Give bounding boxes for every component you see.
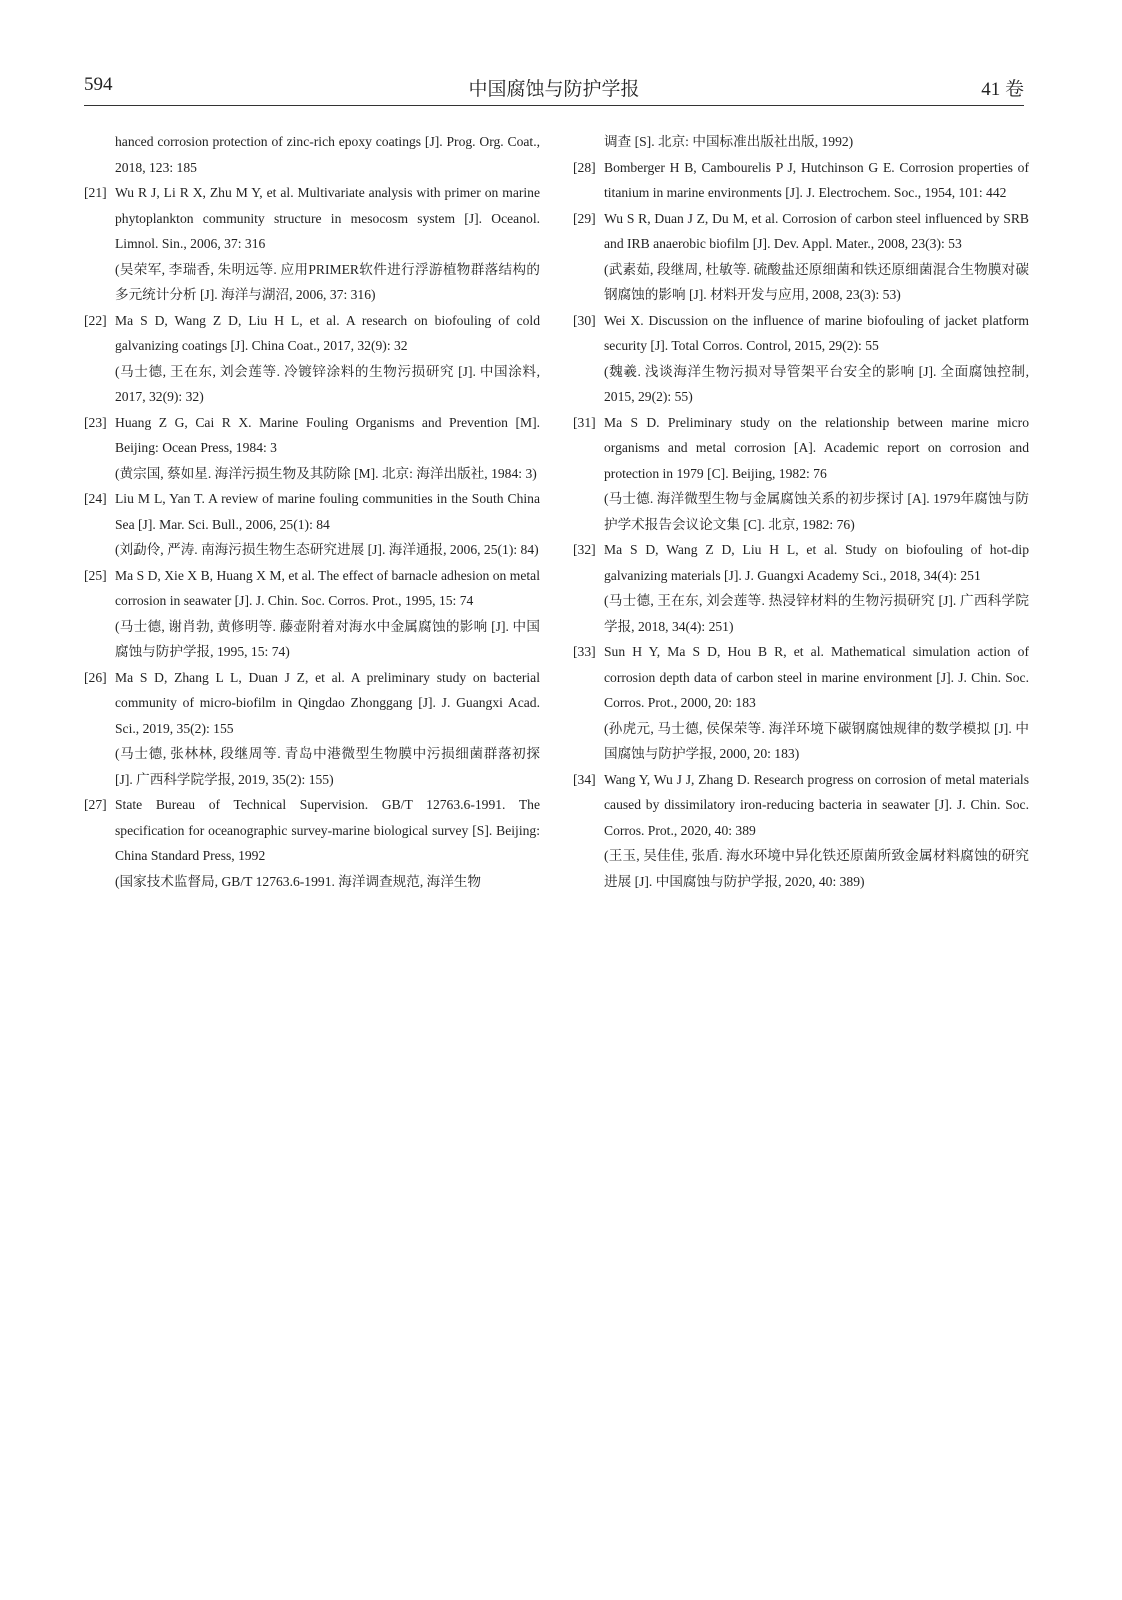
- reference-number: [33]: [573, 644, 596, 659]
- reference-number: [22]: [84, 312, 107, 328]
- reference-entry: [84, 180, 540, 308]
- reference-number: [26]: [84, 669, 107, 685]
- reference-english: Ma S D, Wang Z D, Liu H L, et al. Study on biofouling of hot-dip galvanizing materials [J]. J. Guangxi Academy Sci., 2018, 34(4): 251: [604, 542, 1029, 583]
- reference-english: Wu R J, Li R X, Zhu M Y, et al. Multivariate analysis with primer on marine phytoplankton community structure in mesocosm system [J]. Oceanol. Limnol. Sin., 2006, 37: 316: [115, 185, 540, 251]
- reference-entry: [84, 486, 540, 563]
- reference-entry: [573, 767, 1029, 895]
- reference-english: hanced corrosion protection of zinc-rich epoxy coatings [J]. Prog. Org. Coat., 2018, 123: 185: [115, 134, 540, 175]
- reference-english: Huang Z G, Cai R X. Marine Fouling Organisms and Prevention [M]. Beijing: Ocean Press, 1984: 3: [115, 414, 540, 455]
- reference-chinese: (王玉, 吴佳佳, 张盾. 海水环境中异化铁还原菌所致金属材料腐蚀的研究进展 [J]. 中国腐蚀与防护学报, 2020, 40: 389): [604, 848, 1029, 889]
- right-column: [573, 129, 1029, 894]
- left-column: [84, 129, 540, 894]
- volume-number: 41 卷: [981, 79, 1024, 100]
- reference-english: Ma S D, Wang Z D, Liu H L, et al. A research on biofouling of cold galvanizing coatings [J]. China Coat., 2017, 32(9): 32: [115, 312, 540, 353]
- journal-title: 中国腐蚀与防护学报: [468, 79, 640, 100]
- reference-chinese: (马士德, 谢肖勃, 黄修明等. 藤壶附着对海水中金属腐蚀的影响 [J]. 中国腐蚀与防护学报, 1995, 15: 74): [115, 618, 540, 659]
- reference-english: Ma S D. Preliminary study on the relationship between marine micro organisms and metal corrosion [A]. Academic report on corrosion and protection in 1979 [C]. Beijing, 1982: 76: [604, 414, 1029, 481]
- reference-number: [24]: [84, 491, 107, 506]
- header-rule: [84, 105, 1024, 106]
- reference-english: Bomberger H B, Cambourelis P J, Hutchinson G E. Corrosion properties of titanium in marine environments [J]. J. Electrochem. Soc., 1954, 101: 442: [604, 159, 1029, 200]
- reference-number: [31]: [573, 414, 596, 430]
- reference-chinese: (马士德. 海洋微型生物与金属腐蚀关系的初步探讨 [A]. 1979年腐蚀与防护学术报告会议论文集 [C]. 北京, 1982: 76): [604, 491, 1029, 532]
- reference-chinese: 调查 [S]. 北京: 中国标准出版社出版, 1992): [604, 134, 854, 149]
- reference-english: Ma S D, Xie X B, Huang X M, et al. The effect of barnacle adhesion on metal corrosion in seawater [J]. J. Chin. Soc. Corros. Prot., 1995, 15: 74: [115, 567, 540, 608]
- reference-chinese: (刘勐伶, 严涛. 南海污损生物生态研究进展 [J]. 海洋通报, 2006, 25(1): 84): [115, 542, 539, 557]
- reference-entry: [84, 308, 540, 410]
- reference-entry: [573, 155, 1029, 206]
- reference-chinese: (马士德, 王在东, 刘会莲等. 热浸锌材料的生物污损研究 [J]. 广西科学院学报, 2018, 34(4): 251): [604, 593, 1029, 634]
- reference-number: [25]: [84, 567, 107, 583]
- reference-entry: [573, 308, 1029, 410]
- reference-entry: [573, 410, 1029, 538]
- reference-english: State Bureau of Technical Supervision. GB/T 12763.6-1991. The specification for oceanographic survey-marine biological survey [S]. Beijing: China Standard Press, 1992: [115, 797, 540, 863]
- reference-number: [28]: [573, 159, 596, 175]
- reference-entry: [573, 206, 1029, 308]
- reference-entry: [573, 639, 1029, 767]
- reference-number: [32]: [573, 542, 596, 557]
- reference-chinese: (孙虎元, 马士德, 侯保荣等. 海洋环境下碳钢腐蚀规律的数学模拟 [J]. 中国腐蚀与防护学报, 2000, 20: 183): [604, 720, 1029, 761]
- page-header: [84, 74, 1024, 104]
- reference-entry: [573, 537, 1029, 639]
- reference-chinese: (吴荣军, 李瑞香, 朱明远等. 应用PRIMER软件进行浮游植物群落结构的多元统计分析 [J]. 海洋与湖沼, 2006, 37: 316): [115, 261, 540, 302]
- reference-entry: [84, 563, 540, 665]
- reference-chinese: (武素茹, 段继周, 杜敏等. 硫酸盐还原细菌和铁还原细菌混合生物膜对碳钢腐蚀的影响 [J]. 材料开发与应用, 2008, 23(3): 53): [604, 261, 1029, 302]
- reference-english: Sun H Y, Ma S D, Hou B R, et al. Mathematical simulation action of corrosion depth data of carbon steel in marine environment [J]. J. Chin. Soc. Corros. Prot., 2000, 20: 183: [604, 644, 1029, 710]
- reference-chinese: (黄宗国, 蔡如星. 海洋污损生物及其防除 [M]. 北京: 海洋出版社, 1984: 3): [115, 465, 537, 481]
- reference-number: [30]: [573, 312, 596, 328]
- reference-chinese: (马士德, 王在东, 刘会莲等. 冷镀锌涂料的生物污损研究 [J]. 中国涂料, 2017, 32(9): 32): [115, 363, 540, 404]
- reference-number: [29]: [573, 210, 596, 226]
- reference-chinese: (国家技术监督局, GB/T 12763.6-1991. 海洋调查规范, 海洋生物: [115, 873, 482, 889]
- reference-entry: [84, 665, 540, 793]
- reference-english: Wu S R, Duan J Z, Du M, et al. Corrosion of carbon steel influenced by SRB and IRB anaerobic biofilm [J]. Dev. Appl. Mater., 2008, 23(3): 53: [604, 210, 1029, 251]
- reference-english: Wang Y, Wu J J, Zhang D. Research progress on corrosion of metal materials caused by dissimilatory iron-reducing bacteria in seawater [J]. J. Chin. Soc. Corros. Prot., 2020, 40: 389: [604, 771, 1029, 838]
- reference-entry: [573, 129, 1029, 155]
- reference-chinese: (马士德, 张林林, 段继周等. 青岛中港微型生物膜中污损细菌群落初探 [J]. 广西科学院学报, 2019, 35(2): 155): [115, 746, 540, 787]
- page-number: 594: [84, 74, 113, 95]
- reference-chinese: (魏羲. 浅谈海洋生物污损对导管架平台安全的影响 [J]. 全面腐蚀控制, 2015, 29(2): 55): [604, 363, 1029, 404]
- reference-english: Wei X. Discussion on the influence of marine biofouling of jacket platform security [J]. Total Corros. Control, 2015, 29(2): 55: [604, 312, 1029, 353]
- reference-english: Liu M L, Yan T. A review of marine fouling communities in the South China Sea [J]. Mar. Sci. Bull., 2006, 25(1): 84: [115, 491, 540, 532]
- reference-entry: [84, 792, 540, 894]
- reference-number: [23]: [84, 414, 107, 430]
- reference-number: [21]: [84, 185, 107, 200]
- reference-number: [34]: [573, 771, 596, 787]
- reference-number: [27]: [84, 797, 107, 812]
- reference-english: Ma S D, Zhang L L, Duan J Z, et al. A preliminary study on bacterial community of micro-biofilm in Qingdao Zhonggang [J]. J. Guangxi Acad. Sci., 2019, 35(2): 155: [115, 669, 540, 736]
- reference-entry: [84, 410, 540, 487]
- reference-entry: [84, 129, 540, 180]
